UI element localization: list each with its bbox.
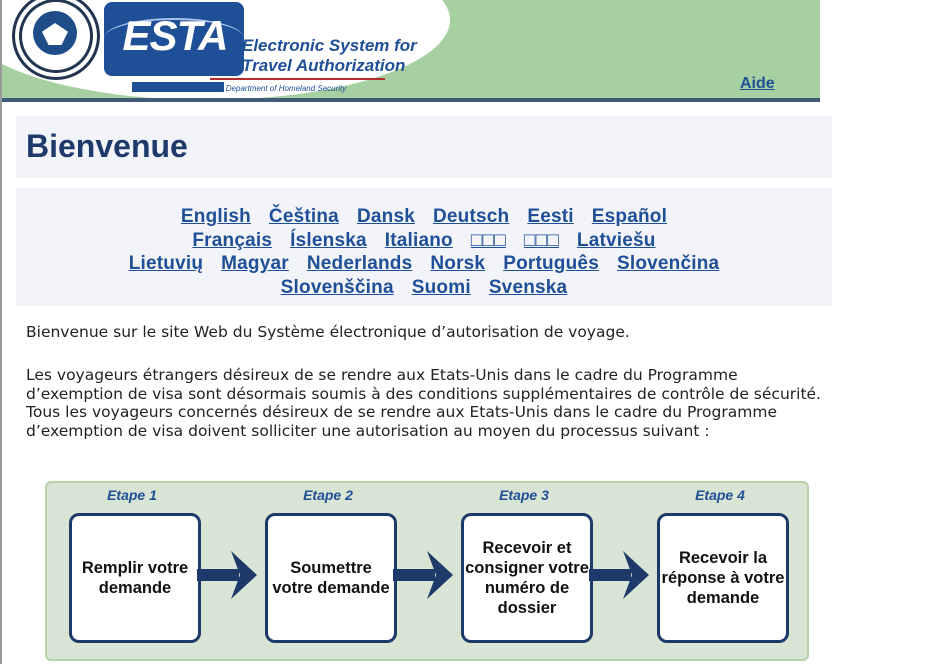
language-link[interactable]: Latviešu: [576, 229, 656, 251]
language-link[interactable]: English: [180, 206, 251, 227]
step-label: Etape 1: [107, 487, 157, 503]
language-link[interactable]: □□□: [470, 229, 506, 251]
language-link[interactable]: Nederlands: [306, 253, 413, 274]
step-label: Etape 4: [695, 487, 745, 503]
process-steps: [45, 481, 809, 661]
language-row: [16, 205, 832, 229]
language-link[interactable]: Íslenska: [290, 229, 367, 251]
language-link[interactable]: Lietuvių: [128, 253, 204, 274]
header-rule: [2, 98, 820, 102]
language-row: [16, 229, 832, 253]
language-link[interactable]: Čeština: [268, 206, 339, 227]
language-link[interactable]: Magyar: [221, 253, 289, 274]
language-link[interactable]: Slovenčina: [616, 253, 720, 274]
arrow-shaft: [197, 569, 239, 581]
language-link[interactable]: □□□: [523, 229, 559, 251]
language-link[interactable]: Deutsch: [432, 206, 510, 227]
step-box: Recevoir la réponse à votre demande: [657, 513, 789, 643]
step-box: Recevoir et consigner votre numéro de dossier: [461, 513, 593, 643]
tagline-rule: [210, 78, 385, 80]
program-paragraph: Les voyageurs étrangers désireux de se rendre aux Etats-Unis dans le cadre du Programme d’exemption de visa sont désormais soumis à des conditions supplémentaires de contrôle de sécurité. Tous les voyageurs concernés désireux de se rendre aux Etats-Unis dans le cadre du Programme d’exemption de visa doivent solliciter une autorisation au moyen du processus suivant :: [26, 366, 821, 440]
step-box: Soumettre votre demande: [265, 513, 397, 643]
step-label: Etape 3: [499, 487, 549, 503]
language-link[interactable]: Português: [503, 253, 599, 274]
page-title: Bienvenue: [26, 128, 188, 164]
agency-label: U.S. Department of Homeland Security: [208, 84, 347, 93]
intro-text: Bienvenue sur le site Web du Système électronique d’autorisation de voyage.: [26, 323, 630, 341]
language-row: [16, 276, 832, 300]
language-link[interactable]: Español: [591, 206, 668, 227]
language-link[interactable]: Suomi: [411, 276, 471, 298]
language-link[interactable]: Dansk: [356, 206, 415, 227]
language-link[interactable]: Eesti: [527, 206, 574, 227]
esta-logo-text: ESTA: [122, 12, 228, 59]
language-row: [16, 252, 832, 276]
language-link[interactable]: Slovenščina: [280, 276, 394, 298]
step-box: Remplir votre demande: [69, 513, 201, 643]
tagline-line-1: Electronic System for: [242, 36, 417, 55]
language-list: [16, 205, 832, 299]
help-link[interactable]: Aide: [740, 75, 775, 92]
language-link[interactable]: Svenska: [488, 276, 568, 298]
language-link[interactable]: Italiano: [384, 229, 453, 251]
language-link[interactable]: Norsk: [430, 253, 486, 274]
site-tagline: [242, 36, 417, 76]
step-label: Etape 2: [303, 487, 353, 503]
arrow-shaft: [589, 569, 631, 581]
arrow-shaft: [393, 569, 435, 581]
language-link[interactable]: Français: [192, 229, 273, 251]
tagline-line-2: Travel Authorization: [242, 56, 406, 75]
